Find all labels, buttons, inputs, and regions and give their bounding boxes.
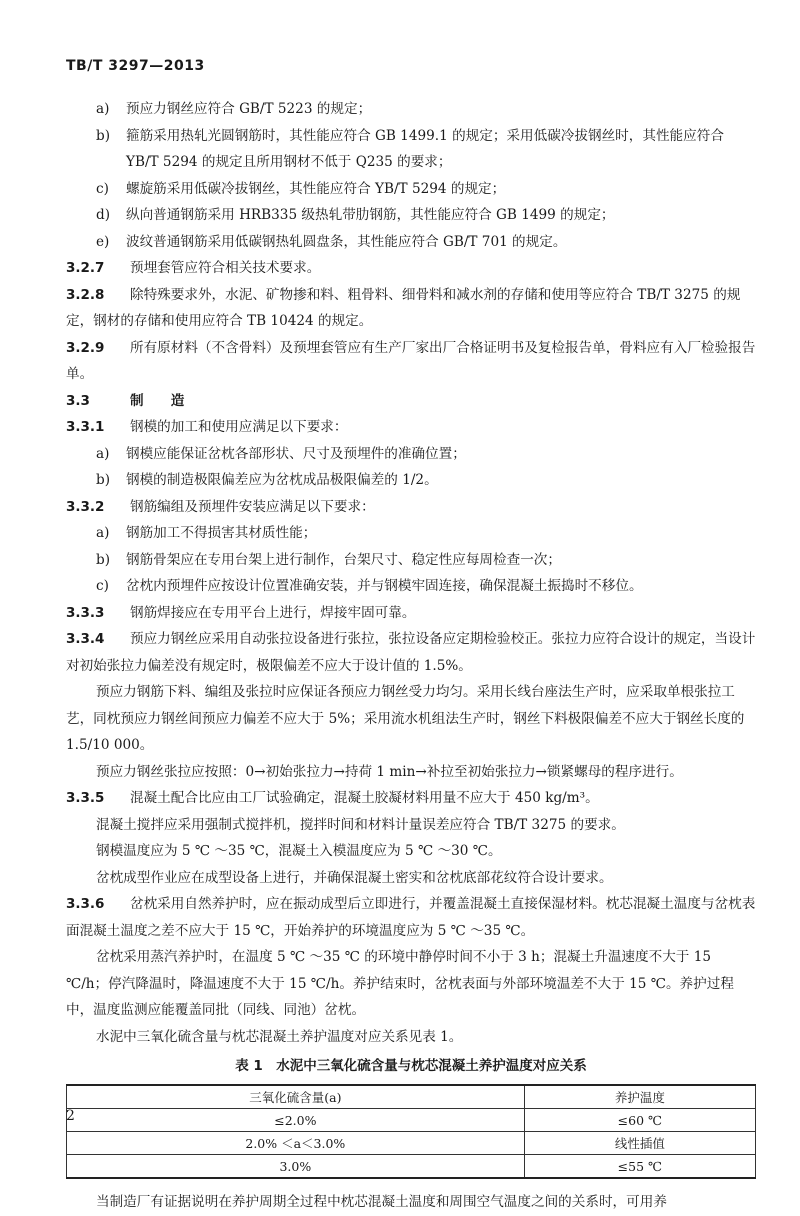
clause-3-3-3: 3.3.3 钢筋焊接应在专用平台上进行，焊接牢固可靠。 xyxy=(66,604,416,621)
section-3-3-heading: 3.3 制 造 xyxy=(66,392,185,409)
table-cell: 3.0% xyxy=(67,1155,525,1179)
list-item: a) 钢筋加工不得损害其材质性能； xyxy=(96,525,317,541)
clause-3-3-6: 3.3.6 岔枕采用自然养护时，应在振动成型后立即进行，并覆盖混凝土直接保湿材料。枕芯混凝土温度与岔枕表面混凝土温度之差不应大于 15 ℃，开始养护的环境温度应为 5 ℃ ～35 ℃。 xyxy=(66,896,756,939)
table-row xyxy=(67,1109,756,1132)
paragraph: 水泥中三氧化硫含量与枕芯混凝土养护温度对应关系见表 1。 xyxy=(96,1028,463,1045)
data-table xyxy=(66,1084,756,1179)
clause-3-3-5: 3.3.5 混凝土配合比应由工厂试验确定，混凝土胶凝材料用量不应大于 450 kg/m³。 xyxy=(66,790,599,806)
paragraph: 当制造厂有证据说明在养护周期全过程中枕芯混凝土温度和周围空气温度之间的关系时，可用养 xyxy=(96,1194,667,1210)
table-row xyxy=(67,1132,756,1155)
paragraph: 预应力钢筋下料、编组及张拉时应保证各预应力钢丝受力均匀。采用长线台座法生产时，应采取单根张拉工艺，同枕预应力钢丝间预应力偏差不应大于 5%；采用流水机组法生产时，钢丝下料极限偏差不应大于钢丝长度的 1.5/10 000。 xyxy=(66,684,745,753)
table-header-row xyxy=(67,1085,756,1109)
list-item: e) 波纹普通钢筋采用低碳钢热轧圆盘条，其性能应符合 GB/T 701 的规定。 xyxy=(96,233,567,250)
list-item: c) 岔枕内预埋件应按设计位置准确安装，并与钢模牢固连接，确保混凝土振捣时不移位。 xyxy=(96,578,643,594)
list-item: b) 钢筋骨架应在专用台架上进行制作，台架尺寸、稳定性应每周检查一次； xyxy=(96,551,561,568)
list-item: b) 钢模的制造极限偏差应为岔枕成品极限偏差的 1/2。 xyxy=(96,472,438,488)
list-item: c) 螺旋筋采用低碳冷拔钢丝，其性能应符合 YB/T 5294 的规定； xyxy=(96,180,506,197)
table-row xyxy=(67,1155,756,1179)
table-cell: ≤2.0% xyxy=(67,1109,525,1132)
column-header: 养护温度 xyxy=(524,1085,755,1109)
table-cell: ≤55 ℃ xyxy=(524,1155,755,1179)
clause-3-3-1: 3.3.1 钢模的加工和使用应满足以下要求： xyxy=(66,419,348,435)
paragraph: 钢模温度应为 5 ℃ ～35 ℃，混凝土入模温度应为 5 ℃ ～30 ℃。 xyxy=(96,843,502,859)
list-item: d) 纵向普通钢筋采用 HRB335 级热轧带肋钢筋，其性能应符合 GB 1499 的规定； xyxy=(96,207,615,223)
column-header: 三氧化硫含量(a) xyxy=(67,1085,525,1109)
table-cell: 2.0% ＜a＜3.0% xyxy=(67,1132,525,1155)
list-item: b) 箍筋采用热轧光圆钢筋时，其性能应符合 GB 1499.1 的规定；采用低碳冷拔钢丝时，其性能应符合 YB/T 5294 的规定且所用钢材不低于 Q235 的要求； xyxy=(96,127,724,170)
clause-3-3-2: 3.3.2 钢筋编组及预埋件安装应满足以下要求： xyxy=(66,498,375,515)
list-item: a) 钢模应能保证岔枕各部形状、尺寸及预埋件的准确位置； xyxy=(96,445,466,462)
clause-3-2-8: 3.2.8 除特殊要求外，水泥、矿物掺和料、粗骨料、细骨料和减水剂的存储和使用等应符合 TB/T 3275 的规定，钢材的存储和使用应符合 TB 10424 的规定。 xyxy=(66,286,741,329)
paragraph: 岔枕采用蒸汽养护时，在温度 5 ℃ ～35 ℃ 的环境中静停时间不小于 3 h；混凝土升温速度不大于 15 ℃/h；停汽降温时，降温速度不大于 15 ℃/h。养护结束时，岔枕表面与外部环境温差不大于 15 ℃。养护过程中，温度监测应能覆盖同批（同线、同池）岔枕。 xyxy=(66,949,734,1018)
clause-3-3-4: 3.3.4 预应力钢丝应采用自动张拉设备进行张拉，张拉设备应定期检验校正。张拉力应符合设计的规定，当设计对初始张拉力偏差没有规定时，极限偏差不应大于设计值的 1.5%。 xyxy=(66,631,756,674)
page-number: 2 xyxy=(66,1108,75,1124)
page-content xyxy=(66,96,756,1216)
table-caption: 表 1 水泥中三氧化硫含量与枕芯混凝土养护温度对应关系 xyxy=(235,1058,587,1074)
clause-3-2-9: 3.2.9 所有原材料（不含骨料）及预埋套管应有生产厂家出厂合格证明书及复检报告单，骨料应有入厂检验报告单。 xyxy=(66,339,756,382)
table-cell: 线性插值 xyxy=(524,1132,755,1155)
table-cell: ≤60 ℃ xyxy=(524,1109,755,1132)
list-item: a) 预应力钢丝应符合 GB/T 5223 的规定； xyxy=(96,101,372,117)
document-code-header: TB/T 3297—2013 xyxy=(66,58,205,74)
clause-3-2-7: 3.2.7 预埋套管应符合相关技术要求。 xyxy=(66,260,321,276)
paragraph: 预应力钢丝张拉应按照：0→初始张拉力→持荷 1 min→补拉至初始张拉力→锁紧螺母的程序进行。 xyxy=(96,763,683,780)
paragraph: 混凝土搅拌应采用强制式搅拌机，搅拌时间和材料计量误差应符合 TB/T 3275 的要求。 xyxy=(96,816,625,833)
paragraph: 岔枕成型作业应在成型设备上进行，并确保混凝土密实和岔枕底部花纹符合设计要求。 xyxy=(96,869,613,886)
